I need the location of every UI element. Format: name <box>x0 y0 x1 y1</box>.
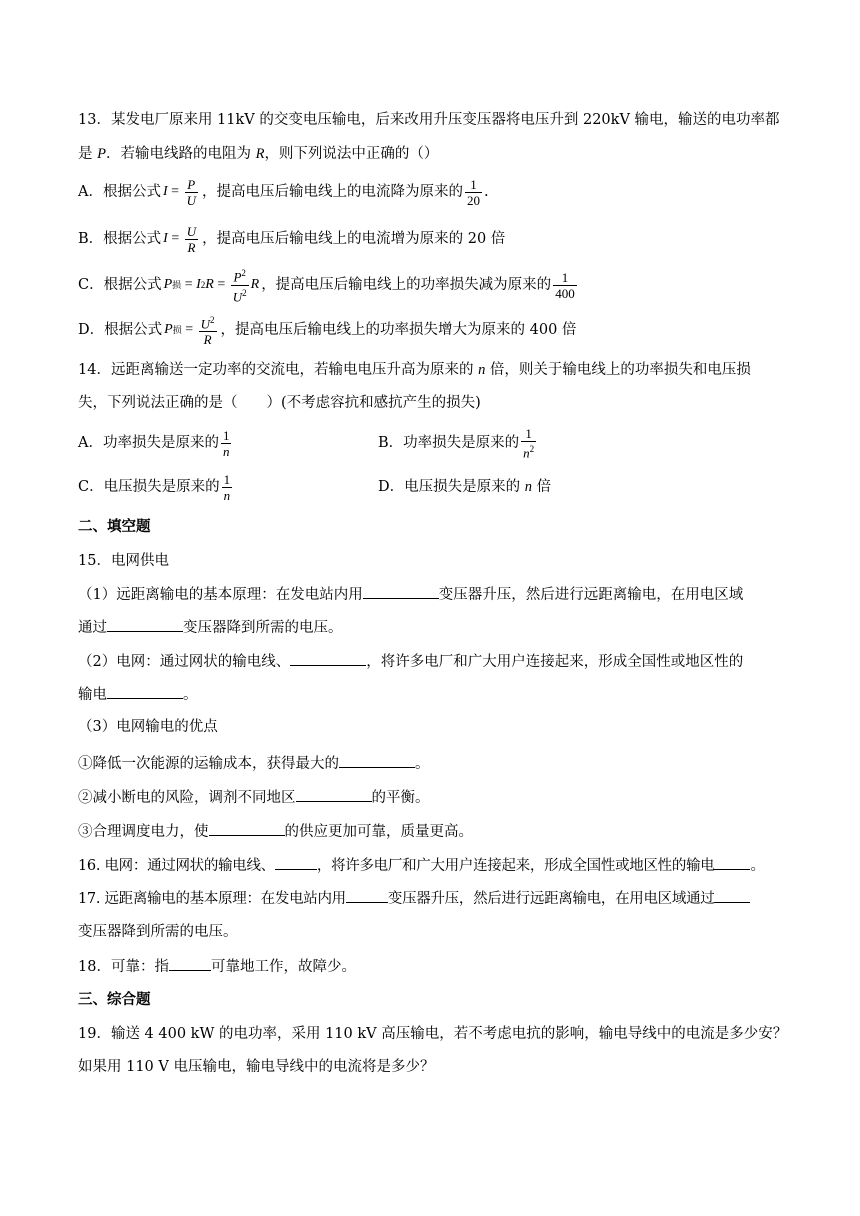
answer-blank[interactable] <box>339 753 415 768</box>
q15-item3: ③合理调度电力，使 的供应更加可靠，质量更高。 <box>78 821 473 842</box>
q15-p2-line2: 输电 。 <box>78 684 198 705</box>
q15-p3: （3）电网输电的优点 <box>78 719 218 735</box>
q13-line1: 13．某发电厂原来用 11kV 的交变电压输电，后来改用升压变压器将电压升到 220kV 输电，输送的电功率都 <box>78 112 780 128</box>
formula-i-u-over-r: I = $\frac{U}{R}$ <box>163 223 197 255</box>
q15-title: 15．电网供电 <box>78 553 169 569</box>
answer-blank[interactable] <box>169 956 211 971</box>
answer-blank[interactable] <box>290 651 366 666</box>
q14-option-d: D．电压损失是原来的 n 倍 <box>378 479 552 495</box>
formula-p-loss-u2-over-r: P 损 = $\frac{U^2}{R}$ <box>164 314 215 348</box>
q16: 16. 电网：通过网状的输电线、 ，将许多电厂和广大用户连接起来，形成全国性或地区性的输电 。 <box>78 855 765 876</box>
q14-line1: 14．远距离输送一定功率的交流电，若输电电压升高为原来的 n 倍，则关于输电线上的功率损失和电压损 <box>78 362 751 378</box>
q15-item2: ②减小断电的风险，调剂不同地区 的平衡。 <box>78 787 430 808</box>
q13-option-c: C．根据公式 P 损 = I 2 R = $\frac{P^2}{U^2}$ R ，提高电压后输电线上的功率损失减为原来的 $\frac{1}{400}$ <box>78 268 575 304</box>
answer-blank[interactable] <box>296 787 372 802</box>
answer-blank[interactable] <box>275 855 317 870</box>
q17-line2: 变压器降到所需的电压。 <box>78 924 238 940</box>
q14-option-b: B．功率损失是原来的 $\frac{1}{n^2}$ <box>378 425 535 461</box>
formula-p-loss-i2r: P 损 = I 2 R = $\frac{P^2}{U^2}$ R <box>163 268 260 304</box>
section-comprehensive-heading: 三、综合题 <box>78 992 151 1008</box>
q14-option-a: A．功率损失是原来的 $\frac{1}{n}$ <box>78 427 230 459</box>
q15-item1: ①降低一次能源的运输成本，获得最大的 。 <box>78 753 430 774</box>
q14-option-c: C．电压损失是原来的 $\frac{1}{n}$ <box>78 471 231 503</box>
q18: 18．可靠：指 可靠地工作，故障少。 <box>78 956 356 977</box>
q14-line2: 失，下列说法正确的是（ ）(不考虑容抗和感抗产生的损失) <box>78 395 481 411</box>
q13-option-d: D．根据公式 P 损 = $\frac{U^2}{R}$ ，提高电压后输电线上的功率损失增大为原来的 400 倍 <box>78 314 577 348</box>
q15-p1-line1: （1）远距离输电的基本原理：在发电站内用 变压器升压，然后进行远距离输电，在用电区域 <box>78 584 743 605</box>
q19-line2: 如果用 110 V 电压输电，输电导线中的电流将是多少？ <box>78 1059 435 1075</box>
q15-p2-line1: （2）电网：通过网状的输电线、 ，将许多电厂和广大用户连接起来，形成全国性或地区性的 <box>78 651 743 672</box>
q13-option-a: A．根据公式 I = $\frac{P}{U}$ ，提高电压后输电线上的电流降为原来的 $\frac{1}{20}$ . <box>78 176 489 208</box>
q15-p1-line2: 通过 变压器降到所需的电压。 <box>78 617 343 638</box>
formula-i-p-over-u: I = $\frac{P}{U}$ <box>162 176 196 208</box>
answer-blank[interactable] <box>107 684 183 699</box>
answer-blank[interactable] <box>363 584 439 599</box>
answer-blank[interactable] <box>714 888 750 903</box>
q17-line1: 17. 远距离输电的基本原理：在发电站内用 变压器升压，然后进行远距离输电，在用电区域通过 <box>78 888 750 909</box>
answer-blank[interactable] <box>209 821 285 836</box>
section-fill-in-blank-heading: 二、填空题 <box>78 519 151 535</box>
q13-option-b: B．根据公式 I = $\frac{U}{R}$ ，提高电压后输电线上的电流增为原来的 20 倍 <box>78 223 506 255</box>
q13-line2: 是 P．若输电线路的电阻为 R，则下列说法中正确的（） <box>78 146 439 162</box>
answer-blank[interactable] <box>346 888 388 903</box>
answer-blank[interactable] <box>714 855 750 870</box>
answer-blank[interactable] <box>107 617 183 632</box>
q19-line1: 19．输送 4 400 kW 的电功率，采用 110 kV 高压输电，若不考虑电抗的影响，输电导线中的电流是多少安？ <box>78 1026 788 1042</box>
